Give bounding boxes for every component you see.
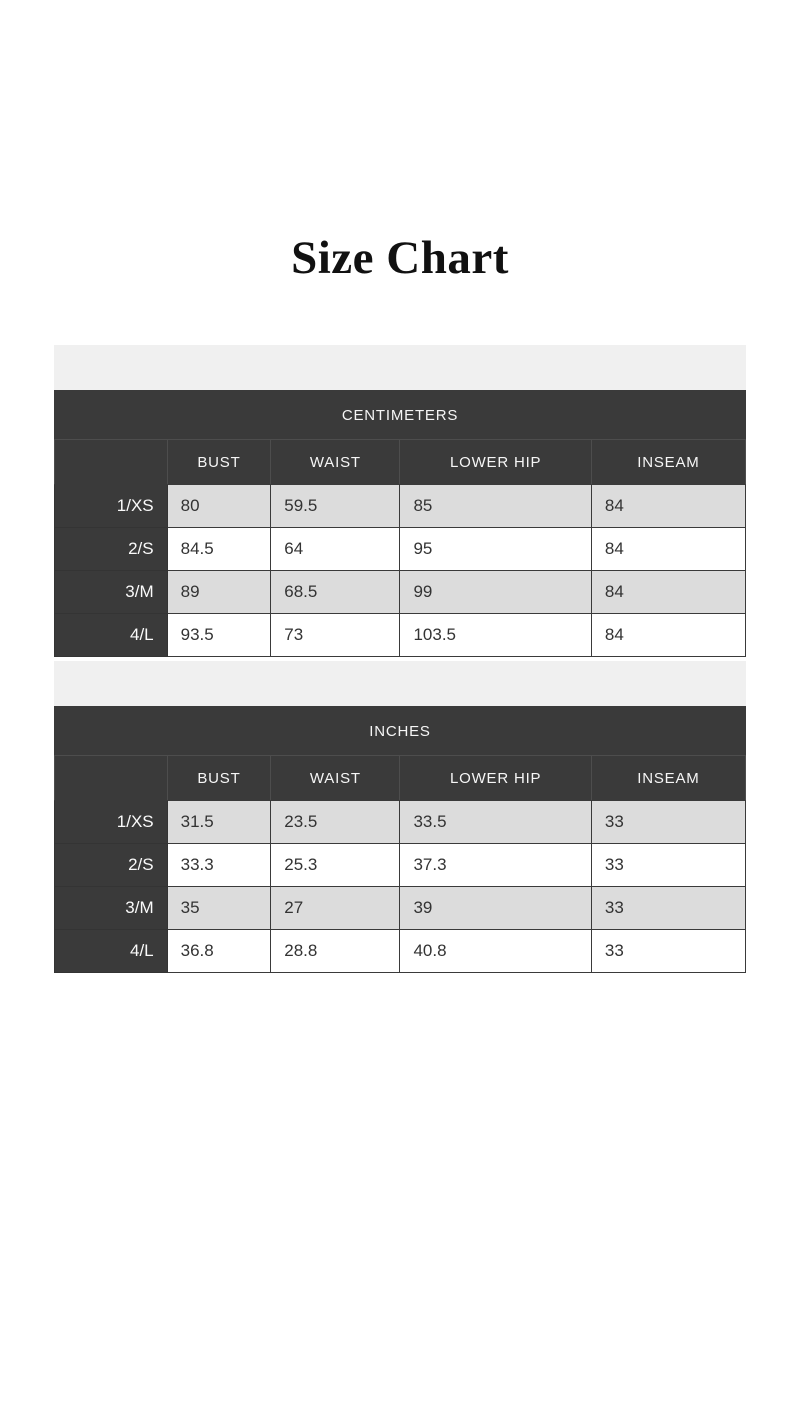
size-label: 2/S <box>55 528 168 571</box>
inches-table <box>54 706 746 973</box>
column-header-inseam: INSEAM <box>591 756 745 801</box>
inseam-value: 84 <box>591 614 745 657</box>
unit-header-centimeters: CENTIMETERS <box>55 391 746 440</box>
lower-hip-value: 39 <box>400 887 591 930</box>
column-header-bust: BUST <box>167 440 271 485</box>
waist-value: 59.5 <box>271 485 400 528</box>
bust-value: 80 <box>167 485 271 528</box>
table-row-3m <box>55 571 746 614</box>
bust-value: 93.5 <box>167 614 271 657</box>
waist-value: 73 <box>271 614 400 657</box>
table-row-3m <box>55 887 746 930</box>
column-header-waist: WAIST <box>271 756 400 801</box>
centimeters-section <box>54 345 746 657</box>
lower-hip-value: 99 <box>400 571 591 614</box>
lower-hip-value: 37.3 <box>400 844 591 887</box>
column-header-row <box>55 756 746 801</box>
bust-value: 31.5 <box>167 801 271 844</box>
lower-hip-value: 33.5 <box>400 801 591 844</box>
unit-header-row <box>55 707 746 756</box>
inseam-value: 33 <box>591 844 745 887</box>
table-row-1xs <box>55 801 746 844</box>
section-top-band <box>54 661 746 706</box>
corner-cell <box>55 756 168 801</box>
corner-cell <box>55 440 168 485</box>
column-header-row <box>55 440 746 485</box>
inseam-value: 84 <box>591 571 745 614</box>
lower-hip-value: 95 <box>400 528 591 571</box>
column-header-inseam: INSEAM <box>591 440 745 485</box>
lower-hip-value: 85 <box>400 485 591 528</box>
inseam-value: 33 <box>591 930 745 973</box>
column-header-lower-hip: LOWER HIP <box>400 440 591 485</box>
inches-section <box>54 661 746 973</box>
table-row-4l <box>55 930 746 973</box>
size-label: 1/XS <box>55 801 168 844</box>
bust-value: 89 <box>167 571 271 614</box>
waist-value: 23.5 <box>271 801 400 844</box>
centimeters-table <box>54 390 746 657</box>
bust-value: 84.5 <box>167 528 271 571</box>
size-label: 4/L <box>55 930 168 973</box>
size-label: 1/XS <box>55 485 168 528</box>
column-header-waist: WAIST <box>271 440 400 485</box>
waist-value: 27 <box>271 887 400 930</box>
inseam-value: 84 <box>591 528 745 571</box>
waist-value: 68.5 <box>271 571 400 614</box>
lower-hip-value: 40.8 <box>400 930 591 973</box>
bust-value: 33.3 <box>167 844 271 887</box>
table-row-1xs <box>55 485 746 528</box>
page-title: Size Chart <box>291 232 509 284</box>
bust-value: 36.8 <box>167 930 271 973</box>
size-label: 3/M <box>55 887 168 930</box>
size-label: 4/L <box>55 614 168 657</box>
waist-value: 28.8 <box>271 930 400 973</box>
inseam-value: 33 <box>591 801 745 844</box>
column-header-lower-hip: LOWER HIP <box>400 756 591 801</box>
bust-value: 35 <box>167 887 271 930</box>
lower-hip-value: 103.5 <box>400 614 591 657</box>
table-row-4l <box>55 614 746 657</box>
waist-value: 64 <box>271 528 400 571</box>
column-header-bust: BUST <box>167 756 271 801</box>
waist-value: 25.3 <box>271 844 400 887</box>
table-row-2s <box>55 844 746 887</box>
section-top-band <box>54 345 746 390</box>
inseam-value: 84 <box>591 485 745 528</box>
size-label: 3/M <box>55 571 168 614</box>
inseam-value: 33 <box>591 887 745 930</box>
size-label: 2/S <box>55 844 168 887</box>
unit-header-row <box>55 391 746 440</box>
unit-header-inches: INCHES <box>55 707 746 756</box>
table-row-2s <box>55 528 746 571</box>
